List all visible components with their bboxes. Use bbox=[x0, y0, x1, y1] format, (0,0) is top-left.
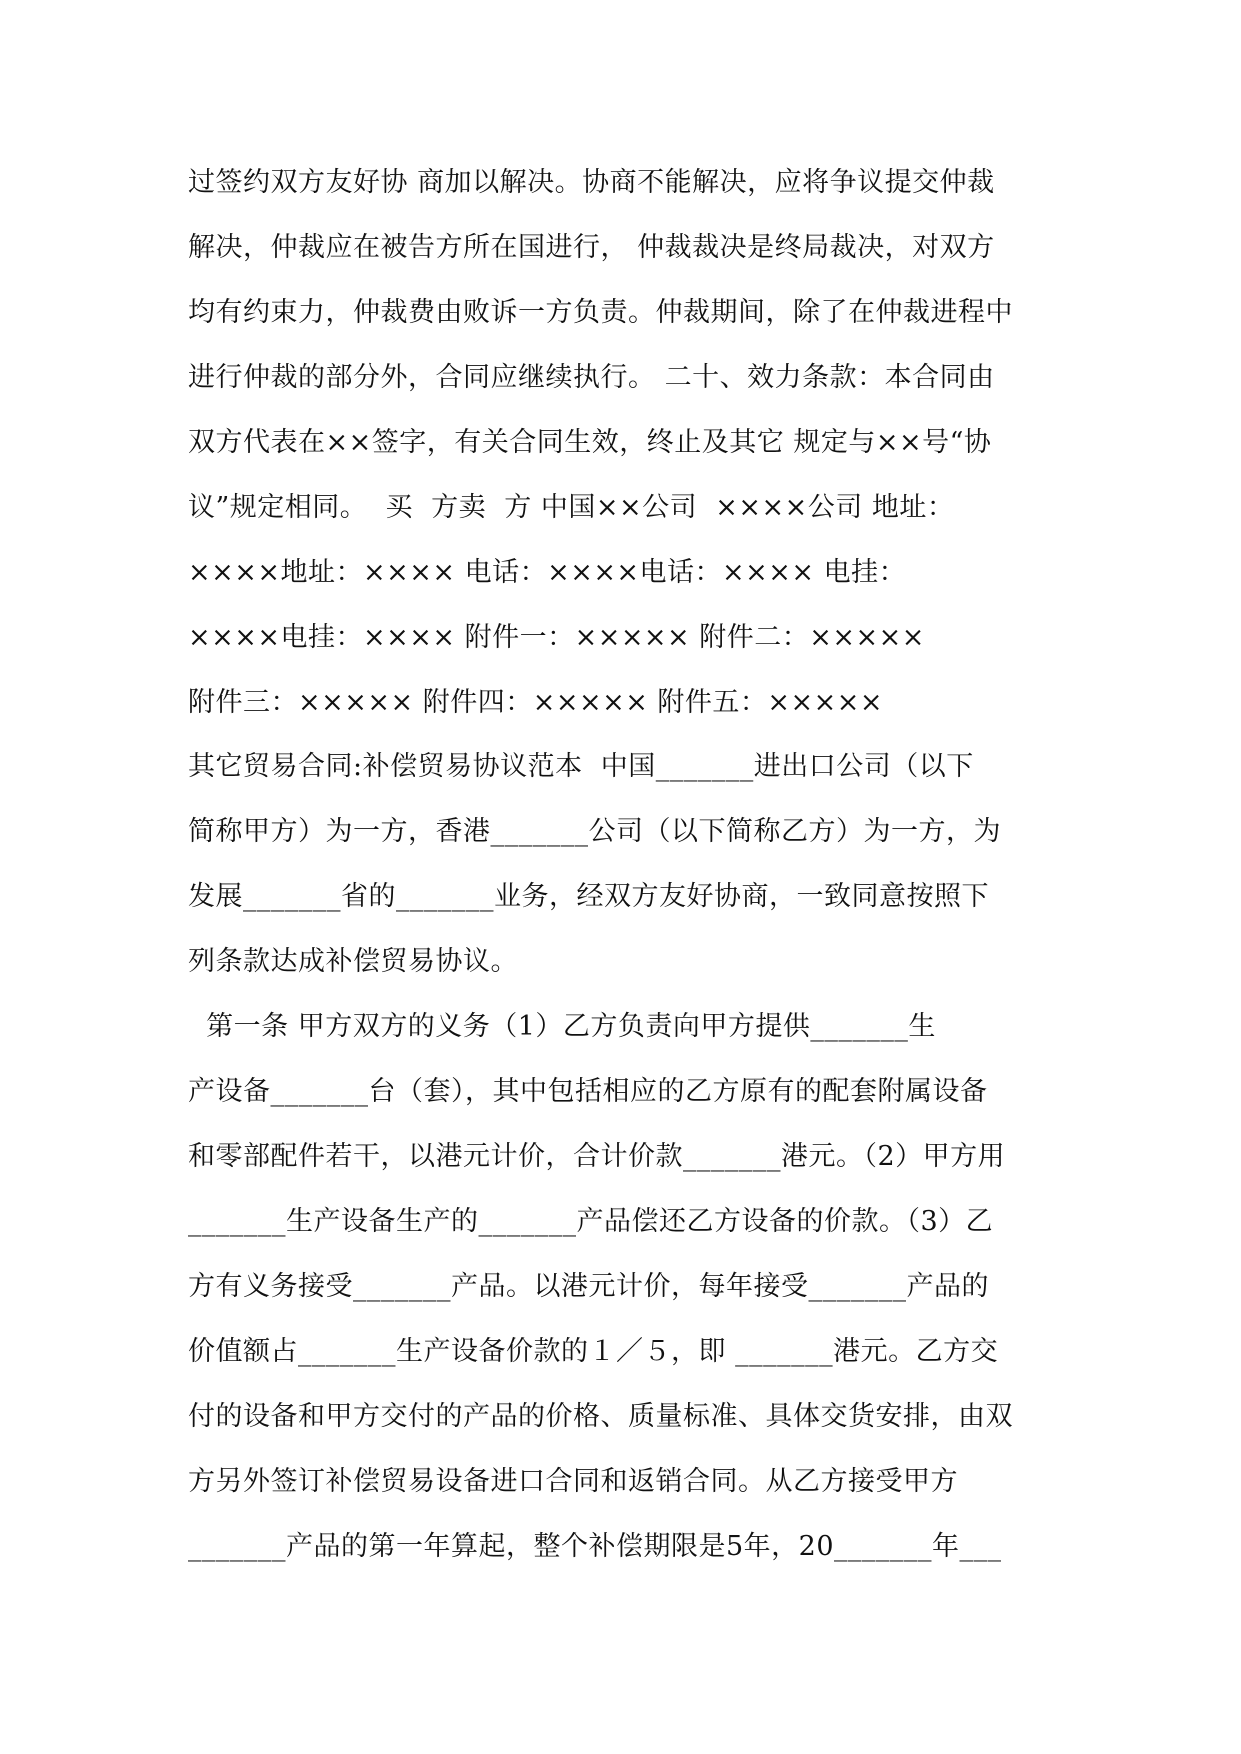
text-line: ××××地址：×××× 电话：××××电话：×××× 电挂： bbox=[188, 557, 907, 588]
text-line: 方有义务接受_______产品。以港元计价，每年接受_______产品的 bbox=[188, 1271, 989, 1302]
text-line: 解决，仲裁应在被告方所在国进行， 仲裁裁决是终局裁决，对双方 bbox=[188, 232, 995, 263]
text-line: 方另外签订补偿贸易设备进口合同和返销合同。从乙方接受甲方 bbox=[188, 1466, 958, 1497]
text-line: 议”规定相同。 买 方卖 方 中国××公司 ××××公司 地址： bbox=[188, 492, 955, 523]
text-line: 发展_______省的_______业务，经双方友好协商，一致同意按照下 bbox=[188, 881, 989, 912]
text-line: 简称甲方）为一方，香港_______公司（以下简称乙方）为一方，为 bbox=[188, 816, 1001, 847]
text-line: 产设备_______台（套），其中包括相应的乙方原有的配套附属设备 bbox=[188, 1076, 988, 1107]
text-line: 价值额占_______生产设备价款的１／５，即 _______港元。乙方交 bbox=[188, 1336, 999, 1367]
text-line: 和零部配件若干，以港元计价，合计价款_______港元。（2）甲方用 bbox=[188, 1141, 1006, 1172]
text-line: 付的设备和甲方交付的产品的价格、质量标准、具体交货安排，由双 bbox=[188, 1401, 1013, 1432]
text-line: 双方代表在××签字，有关合同生效，终止及其它 规定与××号“协 bbox=[188, 427, 992, 458]
text-line: ××××电挂：×××× 附件一：××××× 附件二：××××× bbox=[188, 622, 925, 653]
text-line: _______产品的第一年算起，整个补偿期限是5年，20_______年___ bbox=[188, 1531, 1002, 1562]
text-line: 其它贸易合同:补偿贸易协议范本 中国_______进出口公司（以下 bbox=[188, 751, 974, 782]
text-line: 列条款达成补偿贸易协议。 bbox=[188, 946, 518, 977]
text-line: 附件三：××××× 附件四：××××× 附件五：××××× bbox=[188, 687, 884, 718]
text-line: 进行仲裁的部分外，合同应继续执行。 二十、效力条款：本合同由 bbox=[188, 362, 995, 393]
text-line: 第一条 甲方双方的义务（1）乙方负责向甲方提供_______生 bbox=[188, 1011, 936, 1042]
text-line: 过签约双方友好协 商加以解决。协商不能解决，应将争议提交仲裁 bbox=[188, 167, 995, 198]
text-line: 均有约束力，仲裁费由败诉一方负责。仲裁期间，除了在仲裁进程中 bbox=[188, 297, 1013, 328]
text-line: _______生产设备生产的_______产品偿还乙方设备的价款。（3）乙 bbox=[188, 1206, 994, 1237]
